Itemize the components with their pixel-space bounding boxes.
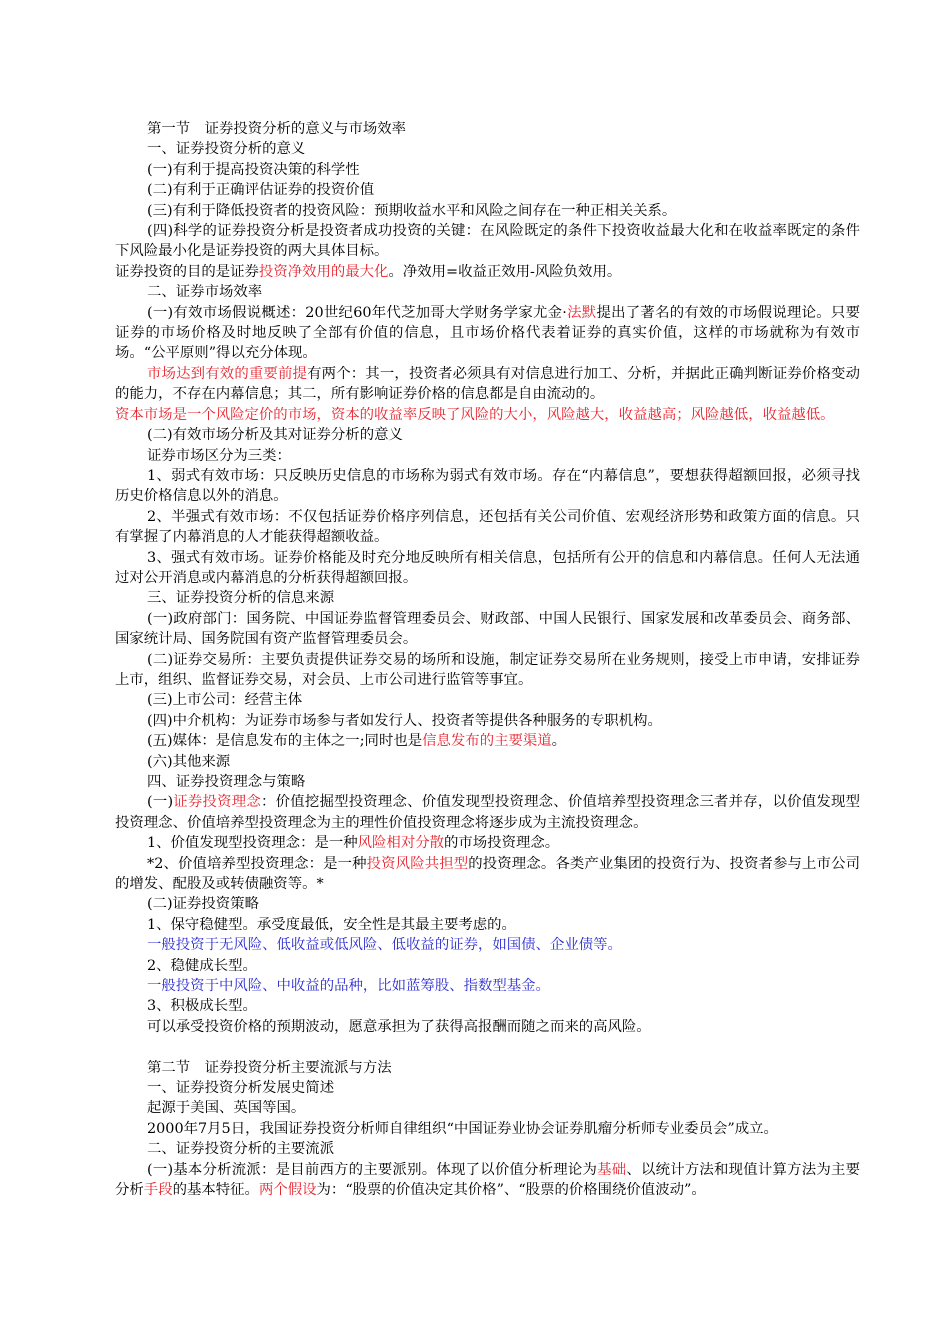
paragraph-text: (一)基本分析流派：是目前西方的主要派别。体现了以价值分析理论为	[147, 1161, 598, 1178]
paragraph	[115, 588, 860, 608]
document-body	[115, 119, 860, 1201]
paragraph	[115, 201, 860, 221]
paragraph-text: (五)媒体：是信息发布的主体之一;同时也是	[147, 733, 423, 750]
paragraph	[115, 466, 860, 507]
paragraph-text: 2、稳健成长型。	[147, 957, 257, 974]
paragraph	[115, 833, 860, 853]
paragraph-text: 第二节 证券投资分析主要流派与方法	[147, 1059, 392, 1076]
paragraph	[115, 894, 860, 914]
paragraph-text: 三、证券投资分析的信息来源	[147, 590, 335, 607]
paragraph	[115, 690, 860, 710]
paragraph-text: (一)有效市场假说概述：20世纪60年代芝加哥大学财务学家尤金·	[147, 304, 567, 321]
paragraph-text: (二)有效市场分析及其对证券分析的意义	[147, 427, 403, 444]
paragraph-text: (三)上市公司：经营主体	[147, 692, 303, 709]
paragraph	[115, 180, 860, 200]
paragraph-text: (三)有利于降低投资者的投资风险：预期收益水平和风险之间存在一种正相关关系。	[147, 202, 677, 219]
paragraph	[115, 262, 860, 282]
paragraph	[115, 956, 860, 976]
paragraph-text: 为：“股票的价值决定其价格”、“股票的价格围绕价值波动”。	[316, 1182, 706, 1199]
paragraph-text: 1、弱式有效市场：只反映历史信息的市场称为弱式有效市场。存在“内幕信息”，要想获得超额回报，必须寻找历史价格信息以外的消息。	[115, 467, 860, 505]
paragraph-text: ：价值挖掘型投资理念、价值发现型投资理念、价值培养型投资理念三者并存，以价值发现型投资理念、价值培养型投资理念为主的理性价值投资理念将逐步成为主流投资理念。	[115, 794, 860, 831]
paragraph-text: 的基本特征。	[172, 1182, 259, 1199]
paragraph	[115, 1160, 860, 1201]
paragraph	[115, 976, 860, 996]
paragraph	[115, 119, 860, 139]
paragraph	[115, 446, 860, 466]
paragraph	[115, 650, 860, 691]
paragraph	[115, 425, 860, 445]
paragraph	[115, 915, 860, 935]
paragraph-text: (四)科学的证券投资分析是投资者成功投资的关键：在风险既定的条件下投资收益最大化和在收益率既定的条件下风险最小化是证券投资的两大具体目标。	[115, 223, 860, 260]
paragraph-text: 二、证券市场效率	[147, 284, 263, 301]
paragraph-text: 2000年7月5日，我国证券投资分析师自律组织“中国证券业协会证券肌瘤分析师专业委员会”成立。	[147, 1120, 778, 1137]
paragraph	[115, 1017, 860, 1037]
paragraph	[115, 405, 860, 425]
paragraph	[115, 996, 860, 1016]
paragraph	[115, 282, 860, 302]
highlight-blue-text: 一般投资于无风险、低收益或低风险、低收益的证券，如国债、企业债等。	[147, 937, 622, 954]
highlight-red-text: 基础	[597, 1161, 627, 1178]
highlight-red-text: 信息发布的主要渠道	[422, 733, 552, 750]
paragraph-text: 起源于美国、英国等国。	[147, 1100, 306, 1117]
paragraph	[115, 792, 860, 833]
highlight-red-text: 证券投资理念	[173, 794, 261, 811]
paragraph-text: 1、价值发现型投资理念：是一种	[147, 835, 358, 852]
paragraph-text: 的投资理念。各类产业集团的投资行为、投资者参与上市公司的增发、配股及或转债融资等。*	[115, 855, 860, 893]
paragraph	[115, 935, 860, 955]
paragraph	[115, 772, 860, 792]
paragraph	[115, 731, 860, 751]
paragraph-text: 3、积极成长型。	[147, 998, 257, 1015]
highlight-red-text: 风险相对分散	[357, 835, 444, 852]
paragraph	[115, 854, 860, 895]
paragraph	[115, 548, 860, 589]
paragraph	[115, 1139, 860, 1159]
paragraph-text: 有两个：其一，投资者必须具有对信息进行加工、分析，并据此正确判断证券价格变动的能力，不存在内幕信息；其二，所有影响证券价格的信息都是自由流动的。	[115, 365, 860, 403]
paragraph-text: (一)有利于提高投资决策的科学性	[147, 161, 360, 178]
paragraph-text: 一、证券投资分析发展史简述	[147, 1080, 335, 1097]
paragraph-text: (六)其他来源	[147, 753, 231, 770]
paragraph-text: (四)中介机构：为证券市场参与者如发行人、投资者等提供各种服务的专职机构。	[147, 712, 662, 729]
highlight-red-text: 法默	[566, 304, 597, 321]
paragraph	[115, 1078, 860, 1098]
paragraph	[115, 711, 860, 731]
paragraph-text: 二、证券投资分析的主要流派	[147, 1141, 335, 1158]
highlight-blue-text: 一般投资于中风险、中收益的品种，比如蓝筹股、指数型基金。	[147, 978, 550, 995]
highlight-red-text: 投资净效用的最大化	[258, 263, 389, 280]
paragraph	[115, 160, 860, 180]
paragraph-text: (二)证券投资策略	[147, 896, 259, 913]
paragraph-text: (一)政府部门：国务院、中国证券监督管理委员会、财政部、中国人民银行、国家发展和改革委员会、商务部、国家统计局、国务院国有资产监督管理委员会。	[115, 610, 860, 648]
paragraph-text: (一)	[147, 794, 174, 811]
highlight-red-text: 手段	[143, 1182, 173, 1199]
paragraph-text: 提出了著名的有效的市场假说理论。只要证券的市场价格及时地反映了全部有价值的信息，且市场价格代表着证券的真实价值，这样的市场就称为有效市场。“公平原则”得以充分体现。	[115, 304, 860, 362]
paragraph-text: 一、证券投资分析的意义	[147, 141, 306, 158]
paragraph	[115, 1098, 860, 1118]
paragraph-text: 3、强式有效市场。证券价格能及时充分地反映所有相关信息，包括所有公开的信息和内幕信息。任何人无法通过对公开消息或内幕消息的分析获得超额回报。	[115, 549, 860, 586]
paragraph-text: (二)证券交易所：主要负责提供证券交易的场所和设施，制定证券交易所在业务规则，接受上市申请，安排证券上市，组织、监督证券交易，对会员、上市公司进行监管等事宜。	[115, 651, 860, 688]
paragraph-text: 1、保守稳健型。承受度最低，安全性是其最主要考虑的。	[147, 916, 516, 933]
paragraph-text: 。净效用=收益正效用-风险负效用。	[388, 263, 622, 280]
paragraph	[115, 507, 860, 548]
paragraph	[115, 1119, 860, 1139]
highlight-red-text: 投资风险共担型	[366, 855, 469, 872]
highlight-red-text: 两个假设	[258, 1182, 317, 1199]
paragraph	[115, 303, 860, 364]
paragraph-text: 证券市场区分为三类：	[147, 447, 291, 464]
paragraph-text: 证券投资的目的是证券	[115, 263, 259, 280]
paragraph	[115, 139, 860, 159]
highlight-red-text: 市场达到有效的重要前提	[147, 365, 308, 382]
blank-line	[115, 1037, 860, 1057]
paragraph-text: (二)有利于正确评估证券的投资价值	[147, 182, 375, 199]
paragraph-text: 的市场投资理念。	[444, 835, 560, 852]
paragraph-text: 第一节 证券投资分析的意义与市场效率	[147, 121, 407, 137]
paragraph-text: *2、价值培养型投资理念：是一种	[147, 855, 367, 872]
paragraph	[115, 752, 860, 772]
paragraph	[115, 609, 860, 650]
paragraph-text: 、以统计方法和现值计算方法为主要分析	[115, 1161, 860, 1199]
paragraph-text: 2、半强式有效市场：不仅包括证券价格序列信息，还包括有关公司价值、宏观经济形势和政策方面的信息。只有掌握了内幕消息的人才能获得超额收益。	[115, 508, 860, 546]
highlight-red-text: 资本市场是一个风险定价的市场，资本的收益率反映了风险的大小，风险越大，收益越高；风险越低，收益越低。	[115, 406, 835, 423]
paragraph-text: 可以承受投资价格的预期波动，愿意承担为了获得高报酬而随之而来的高风险。	[147, 1018, 651, 1035]
paragraph-text: 四、证券投资理念与策略	[147, 774, 306, 790]
paragraph	[115, 1058, 860, 1078]
paragraph	[115, 221, 860, 262]
paragraph	[115, 364, 860, 405]
paragraph-text: 。	[551, 733, 567, 750]
